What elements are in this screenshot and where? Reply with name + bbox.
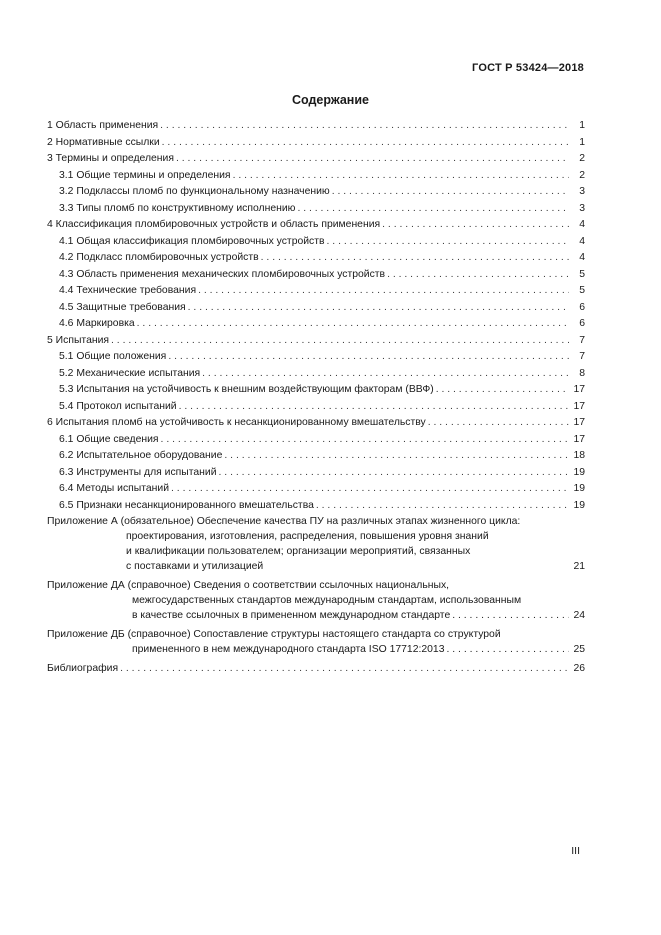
toc-entry-title: 2 Нормативные ссылки [47, 136, 160, 148]
toc-entry-title: 6.4 Методы испытаний [59, 483, 170, 494]
leader-dots [387, 267, 569, 284]
toc-subentry[interactable] [47, 498, 585, 515]
toc-entry-page: 8 [579, 367, 585, 379]
toc-subentry[interactable] [47, 432, 585, 449]
toc-entry-page: 6 [579, 301, 585, 313]
toc-subentry[interactable] [47, 267, 585, 284]
leader-dots [161, 432, 569, 449]
toc-subentry[interactable] [47, 465, 585, 482]
toc-subentry[interactable] [47, 184, 585, 201]
toc-entry-page: 4 [579, 219, 585, 230]
standard-designation: ГОСТ Р 53424—2018 [472, 62, 584, 74]
toc-subentry[interactable] [47, 448, 585, 465]
appendix-a-line: и квалификации пользователем; организации мероприятий, связанных [126, 546, 471, 557]
toc-entry[interactable] [47, 135, 585, 152]
toc-subentry[interactable] [47, 283, 585, 300]
toc-entry-page: 5 [579, 285, 585, 296]
leader-dots [297, 201, 569, 218]
toc-entry-title: 4.3 Область применения механических пломбировочных устройств [59, 268, 386, 280]
appendix-db-line: Приложение ДБ (справочное) Сопоставление структуры настоящего стандарта со структурой [47, 629, 501, 640]
toc-entry-page: 7 [579, 334, 585, 346]
toc-entry-title: 6.5 Признаки несанкционированного вмешательства [59, 499, 314, 511]
toc-entry[interactable] [47, 217, 585, 234]
toc-entry[interactable] [47, 333, 585, 350]
toc-entry-title: 1 Область применения [47, 120, 159, 131]
appendix-db-line: примененного в нем международного стандарта ISO 17712:2013 [132, 644, 445, 655]
toc-entry-title: 3.3 Типы пломб по конструктивному исполнению [59, 202, 296, 214]
toc-entry-title: 3.1 Общие термины и определения [59, 169, 231, 181]
toc-entry-title: 6 Испытания пломб на устойчивость к несанкционированному вмешательству [47, 417, 426, 428]
toc-subentry[interactable] [47, 382, 585, 399]
appendix-a-entry[interactable] [47, 514, 585, 574]
bibliography-entry[interactable] [47, 661, 585, 678]
leader-dots [188, 300, 569, 317]
toc-subentry[interactable] [47, 250, 585, 267]
toc-subentry[interactable] [47, 366, 585, 383]
toc-entry[interactable] [47, 118, 585, 135]
toc-subentry[interactable] [47, 300, 585, 317]
leader-dots [111, 333, 569, 350]
leader-dots [261, 250, 569, 267]
leader-dots [382, 217, 569, 234]
toc-subentry[interactable] [47, 201, 585, 218]
appendix-a-line: проектирования, изготовления, распределения, повышения уровня знаний [126, 531, 489, 542]
toc-entry-title: Библиография [47, 663, 119, 674]
page-number: III [571, 845, 580, 857]
toc-entry-title: 5.1 Общие положения [59, 351, 167, 362]
toc-entry-title: 4.1 Общая классификация пломбировочных устройств [59, 235, 325, 247]
leader-dots [179, 399, 569, 416]
toc-subentry[interactable] [47, 234, 585, 251]
appendix-a-line: с поставками и утилизацией [126, 561, 264, 572]
leader-dots [160, 118, 569, 135]
toc-entry-page: 19 [573, 483, 585, 494]
toc-entry-title: 4 Классификация пломбировочных устройств и область применения [47, 219, 381, 230]
leader-dots [332, 184, 569, 201]
toc-entry-title: 3 Термины и определения [47, 153, 174, 164]
toc-entry-title: 4.6 Маркировка [59, 318, 135, 329]
leader-dots [120, 661, 569, 678]
appendix-a-line: Приложение А (обязательное) Обеспечение качества ПУ на различных этапах жизненного цикла: [47, 516, 521, 527]
toc-subentry[interactable] [47, 168, 585, 185]
appendix-a-page: 21 [573, 561, 585, 572]
leader-dots [447, 642, 570, 657]
toc-subentry[interactable] [47, 316, 585, 333]
leader-dots [198, 283, 569, 300]
toc-entry-title: 6.1 Общие сведения [59, 433, 159, 445]
appendix-da-line: в качестве ссылочных в примененном международном стандарте [132, 610, 451, 621]
toc-entry-title: 6.2 Испытательное оборудование [59, 450, 223, 461]
leader-dots [176, 151, 569, 168]
leader-dots [316, 498, 569, 515]
toc-entry-page: 6 [579, 318, 585, 329]
toc-entry-title: 5.4 Протокол испытаний [59, 400, 177, 412]
toc-entry-title: 5.3 Испытания на устойчивость к внешним воздействующим факторам (ВВФ) [59, 384, 434, 395]
toc-entry-page: 3 [579, 186, 585, 197]
toc-entry-page: 5 [579, 268, 585, 280]
toc-entry-title: 3.2 Подклассы пломб по функциональному назначению [59, 186, 330, 197]
toc-entry-page: 17 [573, 400, 585, 412]
leader-dots [327, 234, 569, 251]
appendix-db-page: 25 [573, 644, 585, 655]
toc-subentry[interactable] [47, 349, 585, 366]
toc-entry-title: 4.5 Защитные требования [59, 301, 186, 313]
toc-entry-page: 18 [573, 450, 585, 461]
toc-entry-page: 19 [573, 466, 585, 478]
toc-entry-page: 1 [579, 120, 585, 131]
leader-dots [162, 135, 569, 152]
leader-dots [233, 168, 569, 185]
toc-entry-page: 4 [579, 252, 585, 263]
toc-entry-page: 2 [579, 153, 585, 164]
toc-subentry[interactable] [47, 481, 585, 498]
appendix-da-entry[interactable] [47, 578, 585, 623]
leader-dots [202, 366, 569, 383]
appendix-da-line: межгосударственных стандартов международным стандартам, использованным [132, 595, 522, 606]
toc-entry[interactable] [47, 151, 585, 168]
toc-entry[interactable] [47, 415, 585, 432]
toc-entry-title: 4.4 Технические требования [59, 285, 197, 296]
leader-dots [171, 481, 569, 498]
leader-dots [137, 316, 569, 333]
toc-entry-page: 7 [579, 351, 585, 362]
toc-entry-page: 19 [573, 499, 585, 511]
leader-dots [224, 448, 569, 465]
appendix-db-entry[interactable] [47, 627, 585, 657]
appendix-da-line: Приложение ДА (справочное) Сведения о соответствии ссылочных национальных, [47, 580, 450, 591]
toc-entry-page: 2 [579, 169, 585, 181]
leader-dots [436, 382, 569, 399]
leader-dots [168, 349, 569, 366]
toc-entry-page: 26 [573, 663, 585, 674]
leader-dots [219, 465, 569, 482]
toc-entry-page: 17 [573, 417, 585, 428]
toc-entry-title: 5 Испытания [47, 334, 110, 346]
toc-entry-page: 3 [579, 202, 585, 214]
toc-entry-page: 17 [573, 384, 585, 395]
toc-entry-title: 5.2 Механические испытания [59, 367, 201, 379]
toc-subentry[interactable] [47, 399, 585, 416]
leader-dots [428, 415, 569, 432]
toc-entry-title: 4.2 Подкласс пломбировочных устройств [59, 252, 259, 263]
appendix-da-page: 24 [573, 610, 585, 621]
toc-title: Содержание [291, 93, 369, 107]
toc-entry-title: 6.3 Инструменты для испытаний [59, 466, 217, 478]
leader-dots [452, 608, 569, 623]
table-of-contents [47, 118, 585, 678]
toc-entry-page: 1 [579, 136, 585, 148]
toc-entry-page: 4 [579, 235, 585, 247]
toc-entry-page: 17 [573, 433, 585, 445]
